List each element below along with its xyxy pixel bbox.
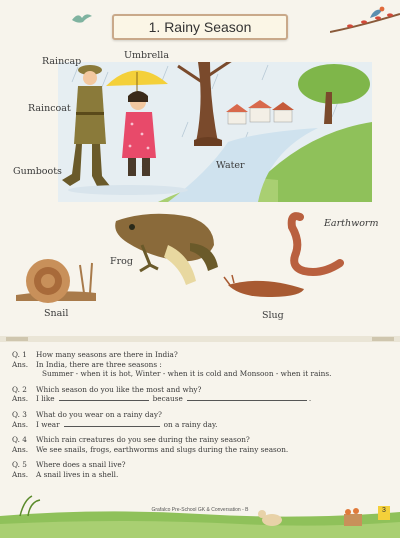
question-text: Where does a snail live? (36, 460, 126, 470)
question-text: Which season do you like the most and why? (36, 384, 202, 394)
bird-icon (70, 10, 94, 26)
label-slug: Slug (262, 310, 284, 321)
fill-in-blank-clothing[interactable] (64, 420, 160, 427)
question-number: Q. 5 (12, 460, 27, 470)
question-number: Q. 2 (12, 384, 27, 394)
label-snail: Snail (44, 308, 69, 319)
answer-tag: Ans. (12, 469, 29, 479)
question-number: Q. 4 (12, 435, 27, 445)
label-water: Water (216, 160, 245, 171)
page-number: 3 (382, 507, 386, 514)
answer-text: In India, there are three seasons : (36, 359, 162, 369)
section-divider (0, 334, 400, 344)
qa-item-4 (12, 435, 394, 454)
answer-tag: Ans. (12, 444, 29, 454)
branch-with-bird-icon (330, 4, 400, 38)
answer-end: on a rainy day. (163, 419, 218, 429)
answer-end: . (308, 394, 312, 404)
question-text: Which rain creatures do you see during the rainy season? (36, 435, 250, 445)
page-title (112, 14, 288, 40)
label-earthworm: Earthworm (324, 218, 379, 229)
answer-tag: Ans. (12, 394, 29, 404)
question-number: Q. 1 (12, 350, 27, 359)
qa-item-2 (12, 385, 394, 404)
answer-text: A snail lives in a shell. (36, 469, 119, 479)
label-raincoat: Raincoat (28, 103, 71, 114)
answer-tag: Ans. (12, 419, 29, 429)
fill-in-blank-reason[interactable] (187, 394, 307, 401)
question-text: How many seasons are there in India? (36, 350, 178, 359)
answer-prefix: I like (36, 394, 55, 404)
label-frog: Frog (110, 256, 133, 267)
qa-item-1 (12, 350, 394, 379)
label-gumboots: Gumboots (13, 166, 62, 177)
page-title-text: 1. Rainy Season (148, 19, 252, 35)
answer-text: We see snails, frogs, earthworms and slugs during the rainy season. (36, 444, 289, 454)
qa-item-5 (12, 460, 394, 479)
qa-item-3 (12, 410, 394, 429)
answer-prefix: I wear (36, 419, 60, 429)
label-umbrella: Umbrella (124, 50, 169, 61)
rainy-scene-illustration (18, 62, 372, 202)
fill-in-blank-season[interactable] (59, 394, 149, 401)
answer-connector: because (152, 394, 183, 404)
footer-publisher-text: Grafalco Pre-School GK & Conversation - B (151, 507, 249, 513)
question-number: Q. 3 (12, 409, 27, 419)
label-raincap: Raincap (42, 56, 82, 67)
answer-tag: Ans. (12, 359, 29, 369)
answer-detail: Summer - when it is hot, Winter - when it is cold and Monsoon - when it rains. (42, 369, 332, 379)
question-text: What do you wear on a rainy day? (36, 409, 162, 419)
question-answer-list (12, 350, 394, 486)
footer-grass-illustration (0, 490, 400, 538)
